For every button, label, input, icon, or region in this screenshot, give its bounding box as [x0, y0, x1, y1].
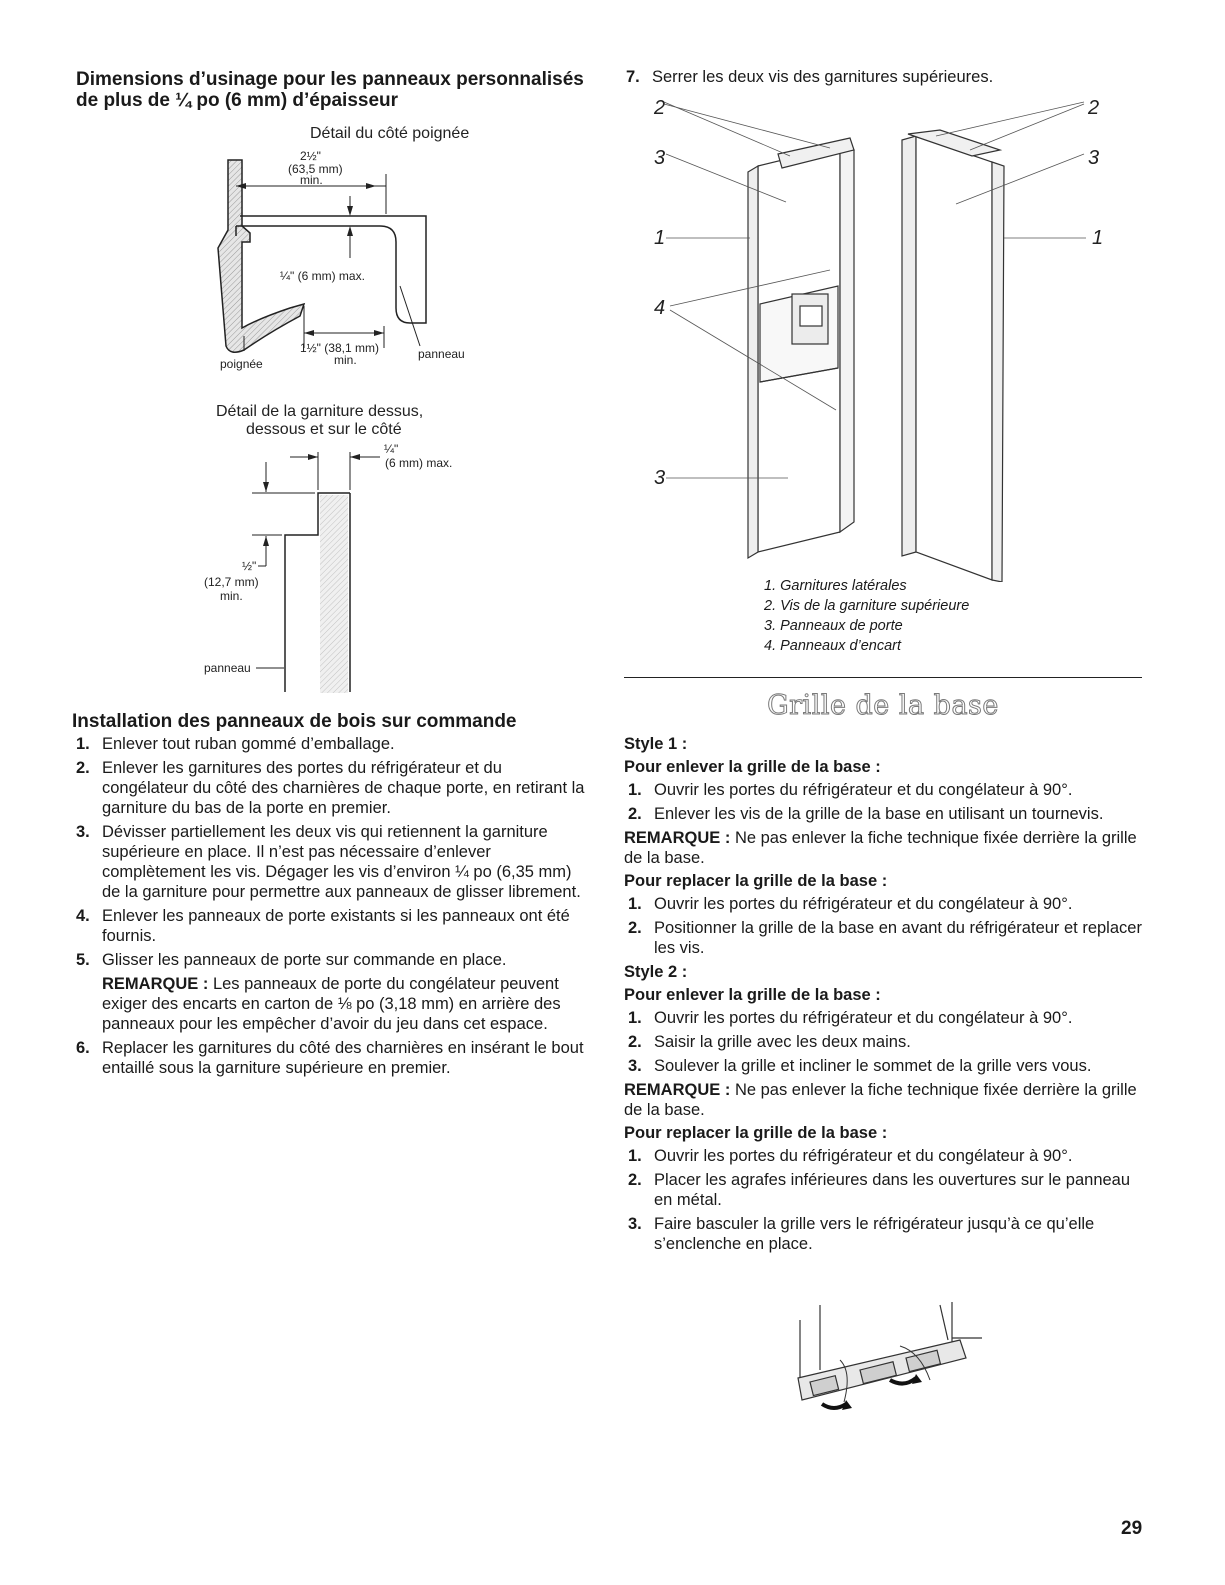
- section-title: Grille de la base: [767, 690, 999, 721]
- svg-text:min.: min.: [300, 173, 323, 187]
- legend-item-1: 1. Garnitures latérales: [764, 578, 907, 594]
- svg-text:1: 1: [1092, 227, 1104, 249]
- svg-text:(12,7 mm): (12,7 mm): [204, 575, 259, 589]
- style1-remove-step-2: 2. Enlever les vis de la grille de la base en utilisant un tournevis.: [628, 805, 1104, 823]
- style1-remove-steps: [624, 780, 1144, 824]
- style1-replace-step-1: 1. Ouvrir les portes du réfrigérateur et du congélateur à 90°.: [628, 895, 1073, 913]
- step-7: 7. Serrer les deux vis des garnitures supérieures.: [626, 68, 994, 86]
- legend-item-2: 2. Vis de la garniture supérieure: [764, 598, 970, 614]
- install-heading: Installation des panneaux de bois sur commande: [72, 711, 517, 732]
- install-step-4: 4. Enlever les panneaux de porte existants si les panneaux ont été fournis.: [76, 907, 570, 945]
- install-steps: [72, 734, 592, 1082]
- style1-note: REMARQUE : Ne pas enlever la fiche technique fixée derrière la grille de la base.: [624, 829, 1137, 867]
- svg-text:2: 2: [654, 97, 666, 119]
- style1-replace-steps: [624, 894, 1144, 958]
- svg-text:¼" (6 mm) max.: ¼" (6 mm) max.: [280, 269, 365, 283]
- svg-text:panneau: panneau: [418, 347, 465, 361]
- install-step-5: 5. Glisser les panneaux de porte sur commande en place. REMARQUE : Les panneaux de porte du congélateur peuvent exiger des encarts en carton de ⅛ po (3,18 mm) en arrière des panneaux pour les empêcher d’avoir du jeu dans cet espace.: [72, 950, 592, 1034]
- fig1-title: Détail du côté poignée: [310, 125, 470, 142]
- freezer-door: [748, 138, 854, 558]
- svg-text:1: 1: [654, 227, 666, 249]
- rotate-arrow-right-icon: [890, 1378, 916, 1384]
- style1-replace-step-2: 2. Positionner la grille de la base en avant du réfrigérateur et replacer les vis.: [628, 919, 1142, 957]
- svg-text:min.: min.: [220, 589, 243, 603]
- install-note: REMARQUE : Les panneaux de porte du congélateur peuvent exiger des encarts en carton de ⅛ po (3,18 mm) en arrière des panneaux pour les empêcher d’avoir du jeu dans cet espace.: [102, 975, 561, 1033]
- svg-text:min.: min.: [334, 353, 357, 367]
- svg-text:4: 4: [654, 297, 666, 319]
- svg-text:3: 3: [654, 147, 666, 169]
- figure-legend: [764, 576, 969, 656]
- legend-item-4: 4. Panneaux d’encart: [764, 638, 902, 654]
- rotate-arrow-left-icon: [822, 1404, 846, 1408]
- install-step-3: 3. Dévisser partiellement les deux vis qui retiennent la garniture supérieure en place. Il n’est pas nécessaire d’enlever complètement les vis. Dégager les vis d’environ ¼ po (6,35 mm) de la garniture pour permettre aux panneaux de glisser librement.: [76, 823, 581, 901]
- style2-remove-step-3: 3. Soulever la grille et incliner le sommet de la grille vers vous.: [628, 1057, 1092, 1075]
- svg-text:2½": 2½": [300, 149, 321, 163]
- grille-instructions: [624, 732, 1144, 1258]
- refrigerator-door: [902, 130, 1004, 582]
- style2-remove-step-2: 2. Saisir la grille avec les deux mains.: [628, 1033, 911, 1051]
- style1-remove-heading: Pour enlever la grille de la base :: [624, 758, 881, 776]
- svg-text:2: 2: [1088, 97, 1100, 119]
- trim-detail-figure: [190, 400, 510, 700]
- fig2-title-1: Détail de la garniture dessus,: [216, 403, 424, 420]
- style1-replace-heading: Pour replacer la grille de la base :: [624, 872, 888, 890]
- style2-remove-heading: Pour enlever la grille de la base :: [624, 986, 881, 1004]
- install-step-6: 6. Replacer les garnitures du côté des charnières en insérant le bout entaillé sous la garniture supérieure en premier.: [76, 1039, 584, 1077]
- svg-text:¼": ¼": [384, 442, 399, 456]
- style2-remove-steps: [624, 1008, 1144, 1076]
- door-panels-figure: [640, 92, 1120, 582]
- style1-remove-step-1: 1. Ouvrir les portes du réfrigérateur et du congélateur à 90°.: [628, 781, 1073, 799]
- style2-note: REMARQUE : Ne pas enlever la fiche technique fixée derrière la grille de la base.: [624, 1081, 1137, 1119]
- svg-text:3: 3: [1088, 147, 1100, 169]
- base-grille-illustration: [780, 1300, 1000, 1430]
- install-step-1: 1. Enlever tout ruban gommé d’emballage.: [76, 735, 395, 753]
- style2-replace-step-1: 1. Ouvrir les portes du réfrigérateur et du congélateur à 90°.: [628, 1147, 1073, 1165]
- handle-side-detail-figure: [200, 118, 500, 383]
- svg-text:(6 mm) max.: (6 mm) max.: [385, 456, 453, 470]
- style2-label: Style 2 :: [624, 963, 688, 981]
- svg-text:(63,5 mm): (63,5 mm): [288, 162, 343, 176]
- style2-replace-step-3: 3. Faire basculer la grille vers le réfrigérateur jusqu’à ce qu’elle s’enclenche en place.: [628, 1215, 1095, 1253]
- handle-profile: [218, 160, 304, 352]
- style2-replace-step-2: 2. Placer les agrafes inférieures dans les ouvertures sur le panneau en métal.: [628, 1171, 1131, 1209]
- style2-replace-steps: [624, 1146, 1144, 1254]
- svg-text:panneau: panneau: [204, 661, 251, 675]
- machining-heading: Dimensions d’usinage pour les panneaux personnalisés de plus de ¼ po (6 mm) d’épaisseur: [76, 69, 584, 111]
- svg-text:poignée: poignée: [220, 357, 263, 371]
- fig2-title-2: dessous et sur le côté: [246, 421, 402, 438]
- svg-text:1½" (38,1 mm): 1½" (38,1 mm): [300, 341, 379, 355]
- svg-text:3: 3: [654, 467, 666, 489]
- style1-label: Style 1 :: [624, 735, 688, 753]
- legend-item-3: 3. Panneaux de porte: [764, 618, 903, 634]
- install-step-2: 2. Enlever les garnitures des portes du réfrigérateur et du congélateur du côté des charnières de chaque porte, en retirant la garniture du bas de la porte en premier.: [76, 759, 585, 817]
- section-divider: [624, 677, 1142, 678]
- svg-text:½": ½": [242, 559, 257, 573]
- style2-replace-heading: Pour replacer la grille de la base :: [624, 1124, 888, 1142]
- page-number: 29: [1121, 1518, 1143, 1539]
- style2-remove-step-1: 1. Ouvrir les portes du réfrigérateur et du congélateur à 90°.: [628, 1009, 1073, 1027]
